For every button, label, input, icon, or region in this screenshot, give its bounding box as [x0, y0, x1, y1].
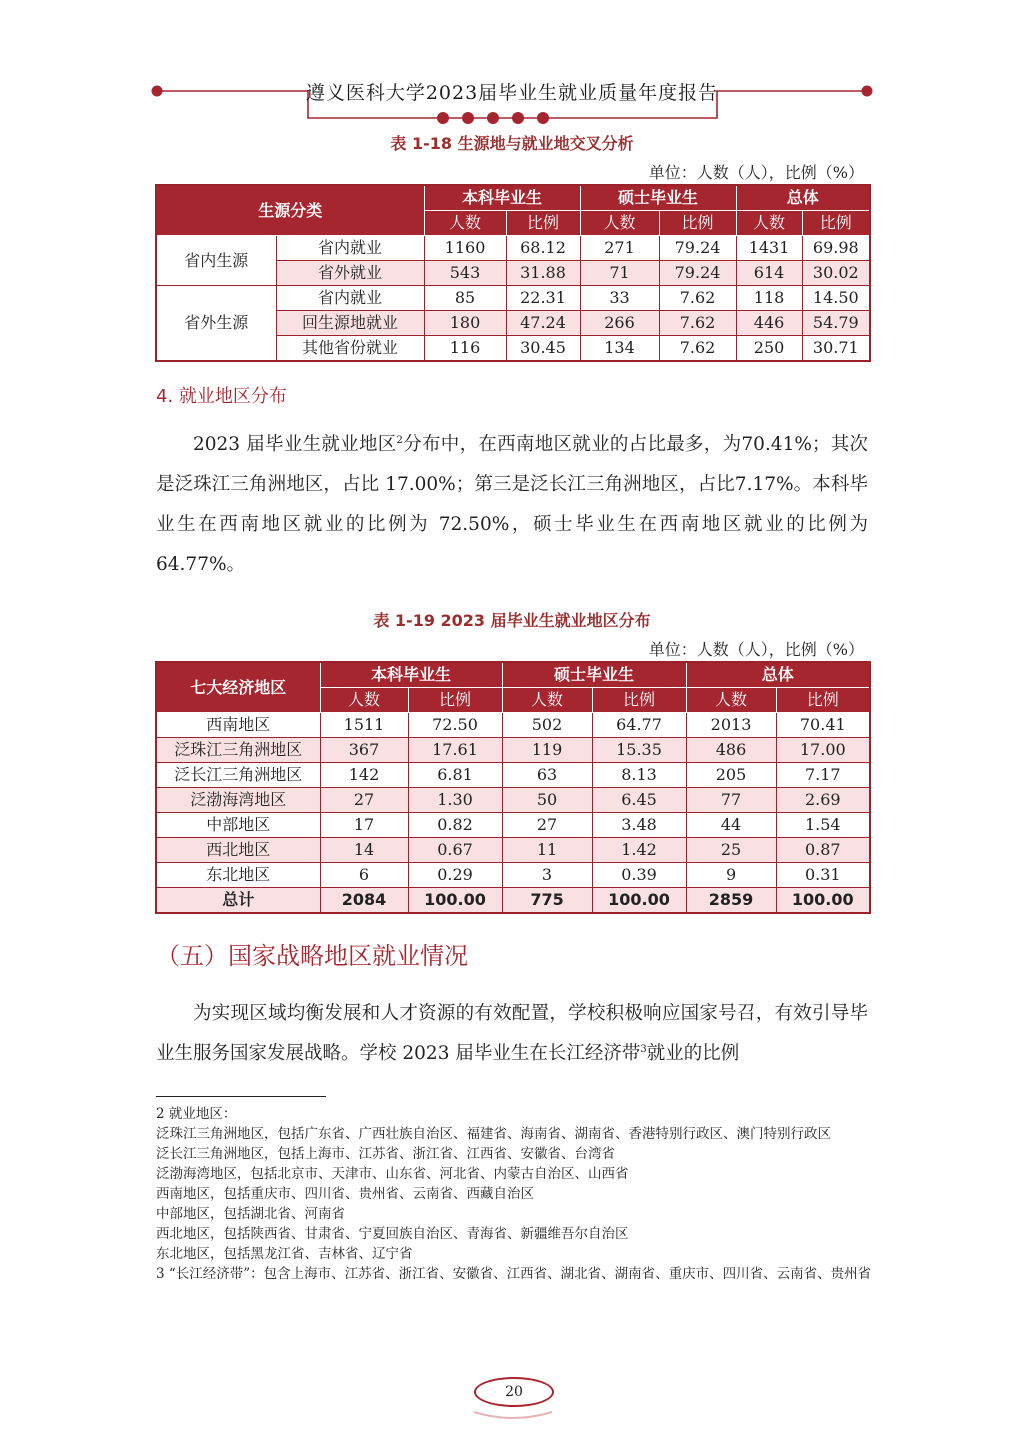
table2-head-ratio: 比例: [408, 688, 502, 713]
table-cell: 775: [502, 888, 592, 914]
table-cell: 142: [320, 763, 408, 788]
table1-head-count: 人数: [580, 211, 659, 236]
footnote-line: 中部地区，包括湖北省、河南省: [156, 1206, 345, 1222]
table2-row-label: 泛珠江三角洲地区: [156, 738, 320, 763]
table-cell: 3: [502, 863, 592, 888]
table-cell: 367: [320, 738, 408, 763]
table2-head-count: 人数: [686, 688, 776, 713]
footnote-line: 泛珠江三角洲地区，包括广东省、广西壮族自治区、福建省、海南省、湖南省、香港特别行政区、澳门特别行政区: [156, 1126, 831, 1142]
table-cell: 116: [424, 336, 506, 362]
table-cell: 14: [320, 838, 408, 863]
table-cell: 11: [502, 838, 592, 863]
footnote-line: 西北地区，包括陕西省、甘肃省、宁夏回族自治区、青海省、新疆维吾尔自治区: [156, 1226, 629, 1242]
table-cell: 3.48: [592, 813, 686, 838]
table1-head-ratio: 比例: [802, 211, 870, 236]
table-cell: 68.12: [506, 236, 580, 261]
footnote-line: 泛长江三角洲地区，包括上海市、江苏省、浙江省、江西省、安徽省、台湾省: [156, 1146, 615, 1162]
table2-row-label: 中部地区: [156, 813, 320, 838]
table2-head-count: 人数: [320, 688, 408, 713]
table1-group-cell: 省内生源: [156, 236, 276, 286]
table2-head-count: 人数: [502, 688, 592, 713]
table-cell: 0.67: [408, 838, 502, 863]
footnote-line: 2 就业地区：: [156, 1106, 237, 1122]
table-cell: 1160: [424, 236, 506, 261]
table2-head-group: 硕士毕业生: [502, 662, 686, 688]
table-cell: 9: [686, 863, 776, 888]
table1-head-category: 生源分类: [156, 185, 424, 236]
table-cell: 64.77: [592, 713, 686, 738]
table-cell: 72.50: [408, 713, 502, 738]
table-cell: 44: [686, 813, 776, 838]
table-cell: 27: [320, 788, 408, 813]
table-row: [156, 838, 870, 863]
table-cell: 543: [424, 261, 506, 286]
table-cell: 2859: [686, 888, 776, 914]
table-cell: 7.62: [659, 311, 736, 336]
table-cell: 1511: [320, 713, 408, 738]
report-title: 遵义医科大学2023届毕业生就业质量年度报告: [305, 82, 719, 104]
table-cell: 63: [502, 763, 592, 788]
table2-row-label: 西北地区: [156, 838, 320, 863]
table1-head-ratio: 比例: [506, 211, 580, 236]
table1: [155, 184, 871, 362]
table-cell: 70.41: [776, 713, 870, 738]
table-cell: 250: [736, 336, 802, 362]
table2-head-ratio: 比例: [592, 688, 686, 713]
table-cell: 100.00: [408, 888, 502, 914]
section5-paragraph: [156, 994, 868, 1074]
table-cell: 17.61: [408, 738, 502, 763]
table1-head-count: 人数: [424, 211, 506, 236]
table-cell: 47.24: [506, 311, 580, 336]
footnote-ref-3: 3: [640, 1043, 647, 1055]
table-cell: 15.35: [592, 738, 686, 763]
table-cell: 446: [736, 311, 802, 336]
table1-row-label: 省内就业: [276, 236, 424, 261]
footnote-line: 3 “长江经济带”：包含上海市、江苏省、浙江省、安徽省、江西省、湖北省、湖南省、重庆市、四川省、云南省、贵州省: [156, 1266, 872, 1282]
table-cell: 6.45: [592, 788, 686, 813]
table-cell: 8.13: [592, 763, 686, 788]
table-cell: 271: [580, 236, 659, 261]
table-cell: 31.88: [506, 261, 580, 286]
table1-row-label: 回生源地就业: [276, 311, 424, 336]
table-row: [156, 738, 870, 763]
table1-unit: 单位：人数（人），比例（%）: [648, 163, 864, 182]
footnote-line: 泛渤海湾地区，包括北京市、天津市、山东省、河北省、内蒙古自治区、山西省: [156, 1166, 629, 1182]
table-cell: 69.98: [802, 236, 870, 261]
table-cell: 7.62: [659, 336, 736, 362]
table1-head-group: 本科毕业生: [424, 185, 580, 211]
table-cell: 486: [686, 738, 776, 763]
page-number-swoosh: [470, 1408, 556, 1422]
section4-paragraph: [156, 425, 868, 585]
table2: [155, 661, 871, 914]
section4-text-a: 2023 届毕业生就业地区: [193, 434, 397, 455]
table2-row-label: 西南地区: [156, 713, 320, 738]
table-cell: 30.71: [802, 336, 870, 362]
table-cell: 7.62: [659, 286, 736, 311]
table-cell: 266: [580, 311, 659, 336]
table-cell: 22.31: [506, 286, 580, 311]
table-row: [156, 236, 870, 261]
table2-head-group: 本科毕业生: [320, 662, 502, 688]
table-cell: 54.79: [802, 311, 870, 336]
table1-head-group: 总体: [736, 185, 870, 211]
footnote-line: 西南地区，包括重庆市、四川省、贵州省、云南省、西藏自治区: [156, 1186, 534, 1202]
table-cell: 27: [502, 813, 592, 838]
table1-row-label: 省内就业: [276, 286, 424, 311]
table-cell: 100.00: [592, 888, 686, 914]
table1-head-ratio: 比例: [659, 211, 736, 236]
table-row: [156, 863, 870, 888]
table-row: [156, 763, 870, 788]
table-cell: 6: [320, 863, 408, 888]
table2-total-label: 总计: [156, 888, 320, 914]
table1-head-group: 硕士毕业生: [580, 185, 736, 211]
table-total-row: [156, 888, 870, 914]
table-row: [156, 286, 870, 311]
table-row: [156, 813, 870, 838]
table-cell: 1.42: [592, 838, 686, 863]
table-cell: 134: [580, 336, 659, 362]
table2-row-label: 泛长江三角洲地区: [156, 763, 320, 788]
table-cell: 0.87: [776, 838, 870, 863]
table2-row-label: 东北地区: [156, 863, 320, 888]
table-cell: 100.00: [776, 888, 870, 914]
section4-text-b: 分布中，在西南地区就业的占比最多，为70.41%；其次是泛珠江三角洲地区，占比 17.00%；第三是泛长江三角洲地区，占比7.17%。本科毕业生在西南地区就业的比例为 72.50%，硕士毕业生在西南地区就业的比例为 64.77%。: [156, 434, 868, 575]
footnote-ref-2: 2: [396, 434, 403, 446]
table-cell: 0.31: [776, 863, 870, 888]
table-cell: 79.24: [659, 236, 736, 261]
table-cell: 205: [686, 763, 776, 788]
section5-heading: （五）国家战略地区就业情况: [156, 942, 468, 970]
section5-text-a: 为实现区域均衡发展和人才资源的有效配置，学校积极响应国家号召，有效引导毕业生服务国家发展战略。学校 2023 届毕业生在长江经济带: [156, 1003, 868, 1064]
table1-row-label: 省外就业: [276, 261, 424, 286]
section5-text-b: 就业的比例: [646, 1043, 740, 1064]
table-cell: 2.69: [776, 788, 870, 813]
table-cell: 614: [736, 261, 802, 286]
table1-caption: 表 1-18 生源地与就业地交叉分析: [390, 134, 634, 153]
table-cell: 33: [580, 286, 659, 311]
table-row: [156, 788, 870, 813]
table-cell: 1431: [736, 236, 802, 261]
footnote-divider: [156, 1096, 326, 1097]
table2-row-label: 泛渤海湾地区: [156, 788, 320, 813]
table-cell: 1.54: [776, 813, 870, 838]
table-cell: 30.02: [802, 261, 870, 286]
table-cell: 25: [686, 838, 776, 863]
table-cell: 2084: [320, 888, 408, 914]
table2-head-ratio: 比例: [776, 688, 870, 713]
table2-unit: 单位：人数（人），比例（%）: [648, 640, 864, 659]
table2-head-category: 七大经济地区: [156, 662, 320, 713]
table-cell: 71: [580, 261, 659, 286]
table2-head-group: 总体: [686, 662, 870, 688]
table-cell: 6.81: [408, 763, 502, 788]
table-cell: 17: [320, 813, 408, 838]
table-cell: 119: [502, 738, 592, 763]
table-cell: 118: [736, 286, 802, 311]
table-cell: 0.39: [592, 863, 686, 888]
table-cell: 7.17: [776, 763, 870, 788]
section4-heading: 4. 就业地区分布: [156, 386, 287, 407]
table-cell: 85: [424, 286, 506, 311]
table-cell: 2013: [686, 713, 776, 738]
table-cell: 79.24: [659, 261, 736, 286]
table2-caption: 表 1-19 2023 届毕业生就业地区分布: [373, 611, 651, 630]
table-cell: 30.45: [506, 336, 580, 362]
table-cell: 1.30: [408, 788, 502, 813]
table1-row-label: 其他省份就业: [276, 336, 424, 362]
page-number: 20: [474, 1377, 554, 1407]
table-cell: 180: [424, 311, 506, 336]
table-cell: 14.50: [802, 286, 870, 311]
table-cell: 502: [502, 713, 592, 738]
table1-group-cell: 省外生源: [156, 286, 276, 362]
table1-head-count: 人数: [736, 211, 802, 236]
table-cell: 0.82: [408, 813, 502, 838]
footnote-line: 东北地区，包括黑龙江省、吉林省、辽宁省: [156, 1246, 413, 1262]
table-cell: 17.00: [776, 738, 870, 763]
table-cell: 0.29: [408, 863, 502, 888]
table-cell: 77: [686, 788, 776, 813]
table-row: [156, 713, 870, 738]
footnotes: [156, 1104, 878, 1284]
table-cell: 50: [502, 788, 592, 813]
